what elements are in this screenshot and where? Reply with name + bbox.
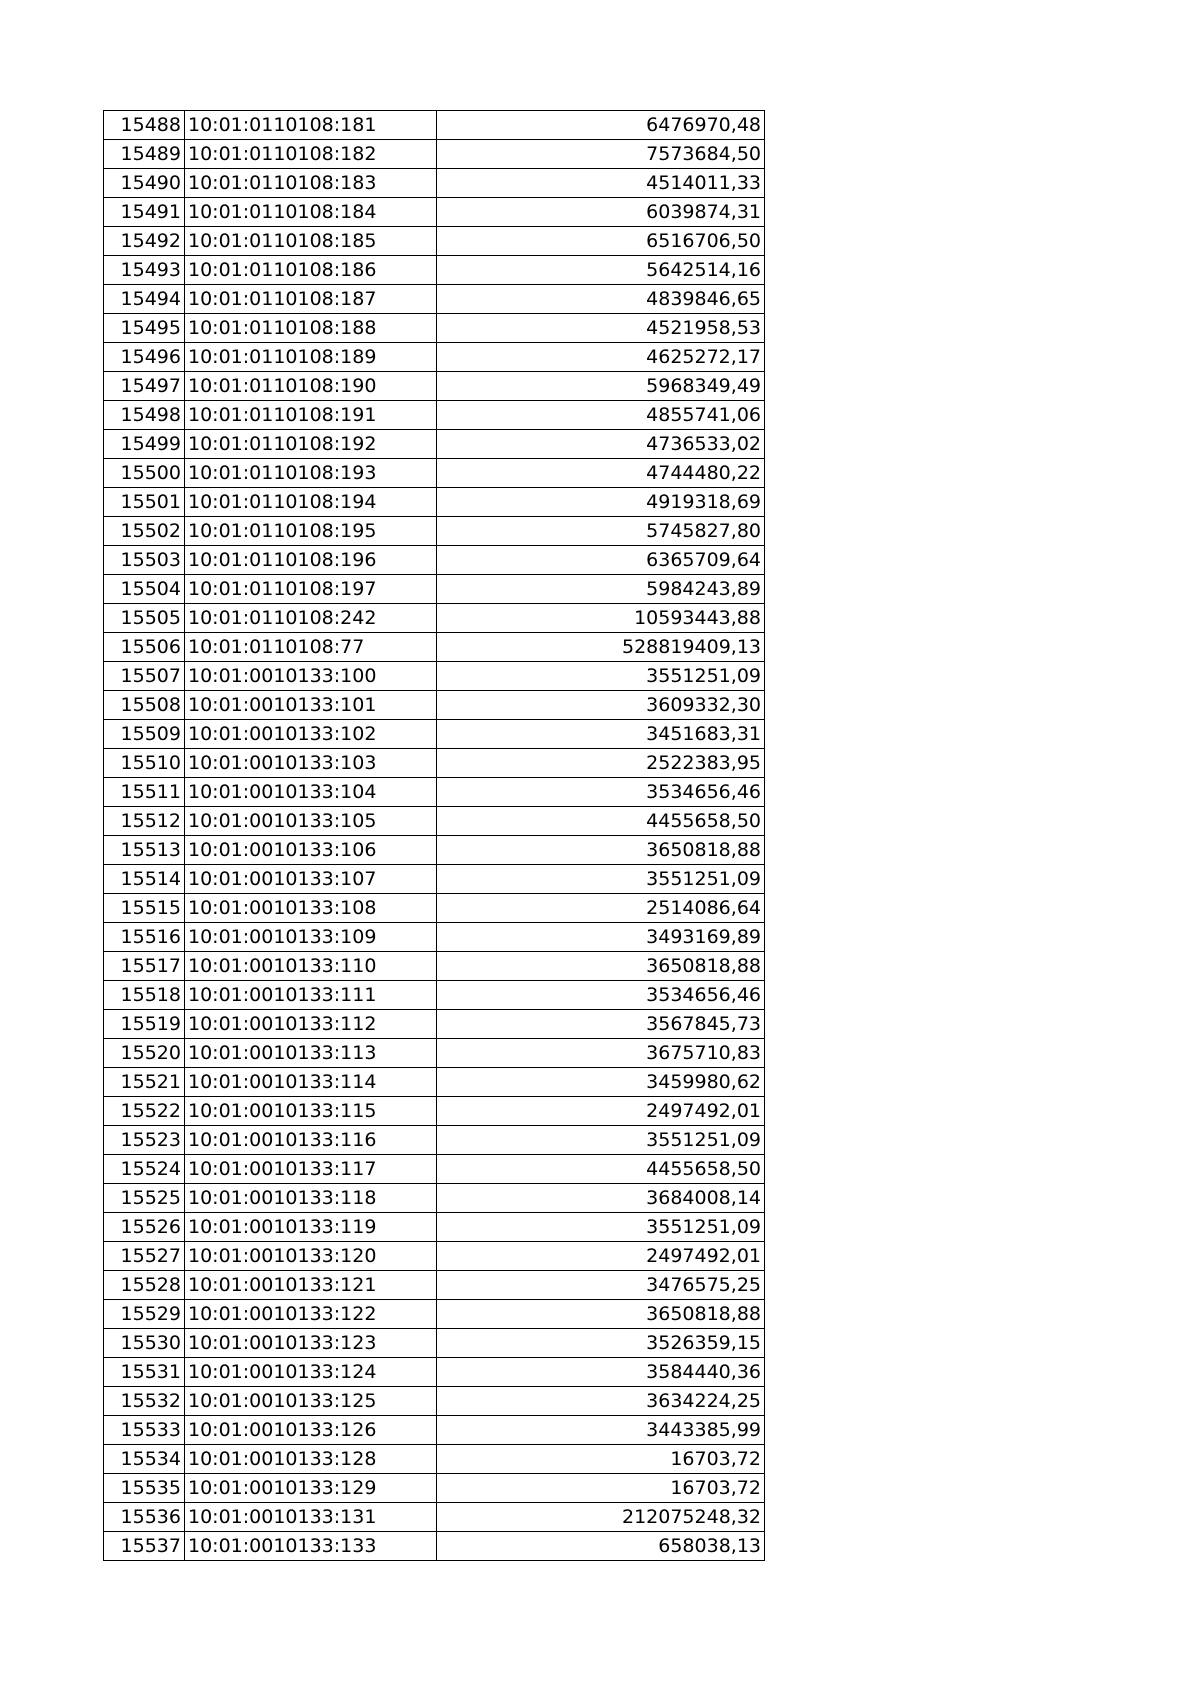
row-number-cell: 15513 [104, 836, 185, 865]
cadastral-value-cell: 4625272,17 [437, 343, 765, 372]
cadastral-number-cell: 10:01:0010133:117 [185, 1155, 437, 1184]
table-row [104, 1358, 765, 1387]
cadastral-value-cell: 528819409,13 [437, 633, 765, 662]
cadastral-value-cell: 3634224,25 [437, 1387, 765, 1416]
cadastral-number-cell: 10:01:0010133:112 [185, 1010, 437, 1039]
cadastral-value-cell: 3526359,15 [437, 1329, 765, 1358]
cadastral-value-cell: 3551251,09 [437, 865, 765, 894]
row-number-cell: 15508 [104, 691, 185, 720]
cadastral-value-cell: 6476970,48 [437, 111, 765, 140]
table-row [104, 865, 765, 894]
row-number-cell: 15516 [104, 923, 185, 952]
table-row [104, 401, 765, 430]
cadastral-value-cell: 16703,72 [437, 1474, 765, 1503]
cadastral-value-cell: 5642514,16 [437, 256, 765, 285]
table-row [104, 1474, 765, 1503]
row-number-cell: 15495 [104, 314, 185, 343]
cadastral-number-cell: 10:01:0010133:100 [185, 662, 437, 691]
table-row [104, 1126, 765, 1155]
table-row [104, 169, 765, 198]
table-row [104, 1445, 765, 1474]
row-number-cell: 15529 [104, 1300, 185, 1329]
row-number-cell: 15502 [104, 517, 185, 546]
cadastral-number-cell: 10:01:0110108:185 [185, 227, 437, 256]
cadastral-value-cell: 212075248,32 [437, 1503, 765, 1532]
cadastral-value-cell: 4521958,53 [437, 314, 765, 343]
table-row [104, 1271, 765, 1300]
table-row [104, 749, 765, 778]
cadastral-number-cell: 10:01:0010133:121 [185, 1271, 437, 1300]
cadastral-value-cell: 4455658,50 [437, 807, 765, 836]
row-number-cell: 15510 [104, 749, 185, 778]
cadastral-value-cell: 3567845,73 [437, 1010, 765, 1039]
cadastral-number-cell: 10:01:0110108:188 [185, 314, 437, 343]
table-row [104, 256, 765, 285]
row-number-cell: 15503 [104, 546, 185, 575]
cadastral-number-cell: 10:01:0110108:242 [185, 604, 437, 633]
cadastral-number-cell: 10:01:0010133:107 [185, 865, 437, 894]
cadastral-value-cell: 3551251,09 [437, 1213, 765, 1242]
table-row [104, 807, 765, 836]
table-row [104, 459, 765, 488]
table-row [104, 140, 765, 169]
table-row [104, 720, 765, 749]
row-number-cell: 15524 [104, 1155, 185, 1184]
row-number-cell: 15493 [104, 256, 185, 285]
cadastral-value-cell: 5984243,89 [437, 575, 765, 604]
table-row [104, 778, 765, 807]
row-number-cell: 15519 [104, 1010, 185, 1039]
row-number-cell: 15532 [104, 1387, 185, 1416]
cadastral-number-cell: 10:01:0010133:118 [185, 1184, 437, 1213]
row-number-cell: 15531 [104, 1358, 185, 1387]
cadastral-number-cell: 10:01:0010133:101 [185, 691, 437, 720]
row-number-cell: 15499 [104, 430, 185, 459]
table-row [104, 1300, 765, 1329]
cadastral-number-cell: 10:01:0010133:111 [185, 981, 437, 1010]
cadastral-number-cell: 10:01:0010133:120 [185, 1242, 437, 1271]
row-number-cell: 15527 [104, 1242, 185, 1271]
row-number-cell: 15521 [104, 1068, 185, 1097]
cadastral-number-cell: 10:01:0010133:129 [185, 1474, 437, 1503]
table-row [104, 1213, 765, 1242]
row-number-cell: 15533 [104, 1416, 185, 1445]
table-row [104, 1010, 765, 1039]
cadastral-number-cell: 10:01:0010133:119 [185, 1213, 437, 1242]
row-number-cell: 15530 [104, 1329, 185, 1358]
table-row [104, 285, 765, 314]
row-number-cell: 15536 [104, 1503, 185, 1532]
cadastral-value-cell: 3534656,46 [437, 778, 765, 807]
cadastral-number-cell: 10:01:0110108:182 [185, 140, 437, 169]
cadastral-number-cell: 10:01:0110108:196 [185, 546, 437, 575]
table-row [104, 923, 765, 952]
cadastral-number-cell: 10:01:0010133:114 [185, 1068, 437, 1097]
cadastral-number-cell: 10:01:0010133:133 [185, 1532, 437, 1561]
cadastral-value-cell: 3684008,14 [437, 1184, 765, 1213]
cadastral-value-cell: 3551251,09 [437, 662, 765, 691]
cadastral-value-cell: 4455658,50 [437, 1155, 765, 1184]
cadastral-number-cell: 10:01:0010133:103 [185, 749, 437, 778]
row-number-cell: 15497 [104, 372, 185, 401]
cadastral-value-cell: 3476575,25 [437, 1271, 765, 1300]
table-row [104, 1503, 765, 1532]
row-number-cell: 15517 [104, 952, 185, 981]
cadastral-value-cell: 3443385,99 [437, 1416, 765, 1445]
table-row [104, 372, 765, 401]
row-number-cell: 15526 [104, 1213, 185, 1242]
table-row [104, 691, 765, 720]
row-number-cell: 15528 [104, 1271, 185, 1300]
cadastral-number-cell: 10:01:0010133:104 [185, 778, 437, 807]
cadastral-value-cell: 6039874,31 [437, 198, 765, 227]
table-row [104, 981, 765, 1010]
table-row [104, 227, 765, 256]
cadastral-number-cell: 10:01:0110108:197 [185, 575, 437, 604]
cadastral-value-cell: 6365709,64 [437, 546, 765, 575]
cadastral-number-cell: 10:01:0010133:116 [185, 1126, 437, 1155]
row-number-cell: 15492 [104, 227, 185, 256]
table-row [104, 517, 765, 546]
cadastral-value-cell: 6516706,50 [437, 227, 765, 256]
cadastral-value-cell: 2497492,01 [437, 1242, 765, 1271]
cadastral-value-cell: 16703,72 [437, 1445, 765, 1474]
row-number-cell: 15535 [104, 1474, 185, 1503]
cadastral-value-cell: 10593443,88 [437, 604, 765, 633]
table-row [104, 604, 765, 633]
table-row [104, 111, 765, 140]
row-number-cell: 15522 [104, 1097, 185, 1126]
cadastral-number-cell: 10:01:0110108:183 [185, 169, 437, 198]
table-row [104, 488, 765, 517]
cadastral-value-cell: 4855741,06 [437, 401, 765, 430]
cadastral-value-cell: 4919318,69 [437, 488, 765, 517]
cadastral-number-cell: 10:01:0110108:187 [185, 285, 437, 314]
cadastral-number-cell: 10:01:0010133:125 [185, 1387, 437, 1416]
table-row [104, 1155, 765, 1184]
row-number-cell: 15520 [104, 1039, 185, 1068]
cadastral-value-cell: 3584440,36 [437, 1358, 765, 1387]
table-row [104, 662, 765, 691]
row-number-cell: 15514 [104, 865, 185, 894]
cadastral-value-cell: 4736533,02 [437, 430, 765, 459]
row-number-cell: 15489 [104, 140, 185, 169]
cadastral-value-cell: 7573684,50 [437, 140, 765, 169]
cadastral-number-cell: 10:01:0010133:128 [185, 1445, 437, 1474]
cadastral-value-cell: 4514011,33 [437, 169, 765, 198]
cadastral-number-cell: 10:01:0010133:123 [185, 1329, 437, 1358]
table-row [104, 1532, 765, 1561]
cadastral-value-cell: 2514086,64 [437, 894, 765, 923]
row-number-cell: 15509 [104, 720, 185, 749]
row-number-cell: 15512 [104, 807, 185, 836]
cadastral-number-cell: 10:01:0110108:195 [185, 517, 437, 546]
row-number-cell: 15511 [104, 778, 185, 807]
table-row [104, 1097, 765, 1126]
row-number-cell: 15534 [104, 1445, 185, 1474]
cadastral-number-cell: 10:01:0010133:113 [185, 1039, 437, 1068]
cadastral-value-cell: 3675710,83 [437, 1039, 765, 1068]
cadastral-value-cell: 658038,13 [437, 1532, 765, 1561]
cadastral-number-cell: 10:01:0110108:194 [185, 488, 437, 517]
cadastral-number-cell: 10:01:0110108:192 [185, 430, 437, 459]
row-number-cell: 15525 [104, 1184, 185, 1213]
row-number-cell: 15537 [104, 1532, 185, 1561]
cadastral-value-cell: 3451683,31 [437, 720, 765, 749]
cadastral-value-cell: 3551251,09 [437, 1126, 765, 1155]
cadastral-value-cell: 3534656,46 [437, 981, 765, 1010]
cadastral-number-cell: 10:01:0110108:77 [185, 633, 437, 662]
cadastral-number-cell: 10:01:0010133:109 [185, 923, 437, 952]
table-row [104, 952, 765, 981]
row-number-cell: 15490 [104, 169, 185, 198]
cadastral-number-cell: 10:01:0110108:189 [185, 343, 437, 372]
row-number-cell: 15506 [104, 633, 185, 662]
cadastral-value-cell: 3650818,88 [437, 836, 765, 865]
cadastral-number-cell: 10:01:0010133:105 [185, 807, 437, 836]
cadastral-value-cell: 2497492,01 [437, 1097, 765, 1126]
cadastral-value-cell: 4839846,65 [437, 285, 765, 314]
row-number-cell: 15494 [104, 285, 185, 314]
table-row [104, 836, 765, 865]
row-number-cell: 15505 [104, 604, 185, 633]
table-body [104, 111, 765, 1561]
cadastral-value-cell: 3650818,88 [437, 1300, 765, 1329]
table-row [104, 575, 765, 604]
row-number-cell: 15498 [104, 401, 185, 430]
row-number-cell: 15518 [104, 981, 185, 1010]
table-row [104, 1068, 765, 1097]
cadastral-value-cell: 5968349,49 [437, 372, 765, 401]
row-number-cell: 15523 [104, 1126, 185, 1155]
table-row [104, 1387, 765, 1416]
cadastral-value-table [103, 110, 765, 1561]
cadastral-value-cell: 3609332,30 [437, 691, 765, 720]
cadastral-number-cell: 10:01:0010133:110 [185, 952, 437, 981]
cadastral-number-cell: 10:01:0010133:106 [185, 836, 437, 865]
cadastral-value-cell: 2522383,95 [437, 749, 765, 778]
cadastral-value-cell: 3459980,62 [437, 1068, 765, 1097]
cadastral-number-cell: 10:01:0110108:190 [185, 372, 437, 401]
cadastral-number-cell: 10:01:0010133:108 [185, 894, 437, 923]
cadastral-number-cell: 10:01:0110108:184 [185, 198, 437, 227]
cadastral-number-cell: 10:01:0110108:191 [185, 401, 437, 430]
row-number-cell: 15501 [104, 488, 185, 517]
table-row [104, 1039, 765, 1068]
table-row [104, 633, 765, 662]
row-number-cell: 15515 [104, 894, 185, 923]
cadastral-number-cell: 10:01:0010133:102 [185, 720, 437, 749]
cadastral-value-cell: 4744480,22 [437, 459, 765, 488]
table-row [104, 894, 765, 923]
table-row [104, 1184, 765, 1213]
cadastral-value-cell: 3493169,89 [437, 923, 765, 952]
cadastral-number-cell: 10:01:0010133:124 [185, 1358, 437, 1387]
row-number-cell: 15504 [104, 575, 185, 604]
table-row [104, 430, 765, 459]
row-number-cell: 15500 [104, 459, 185, 488]
row-number-cell: 15488 [104, 111, 185, 140]
cadastral-number-cell: 10:01:0010133:131 [185, 1503, 437, 1532]
table-row [104, 1242, 765, 1271]
table-row [104, 546, 765, 575]
cadastral-number-cell: 10:01:0110108:181 [185, 111, 437, 140]
table-row [104, 1329, 765, 1358]
cadastral-number-cell: 10:01:0010133:115 [185, 1097, 437, 1126]
cadastral-number-cell: 10:01:0010133:126 [185, 1416, 437, 1445]
row-number-cell: 15507 [104, 662, 185, 691]
cadastral-number-cell: 10:01:0110108:186 [185, 256, 437, 285]
row-number-cell: 15491 [104, 198, 185, 227]
cadastral-number-cell: 10:01:0110108:193 [185, 459, 437, 488]
table-row [104, 1416, 765, 1445]
table-row [104, 198, 765, 227]
cadastral-number-cell: 10:01:0010133:122 [185, 1300, 437, 1329]
table-row [104, 314, 765, 343]
table-row [104, 343, 765, 372]
row-number-cell: 15496 [104, 343, 185, 372]
cadastral-value-cell: 3650818,88 [437, 952, 765, 981]
cadastral-value-cell: 5745827,80 [437, 517, 765, 546]
